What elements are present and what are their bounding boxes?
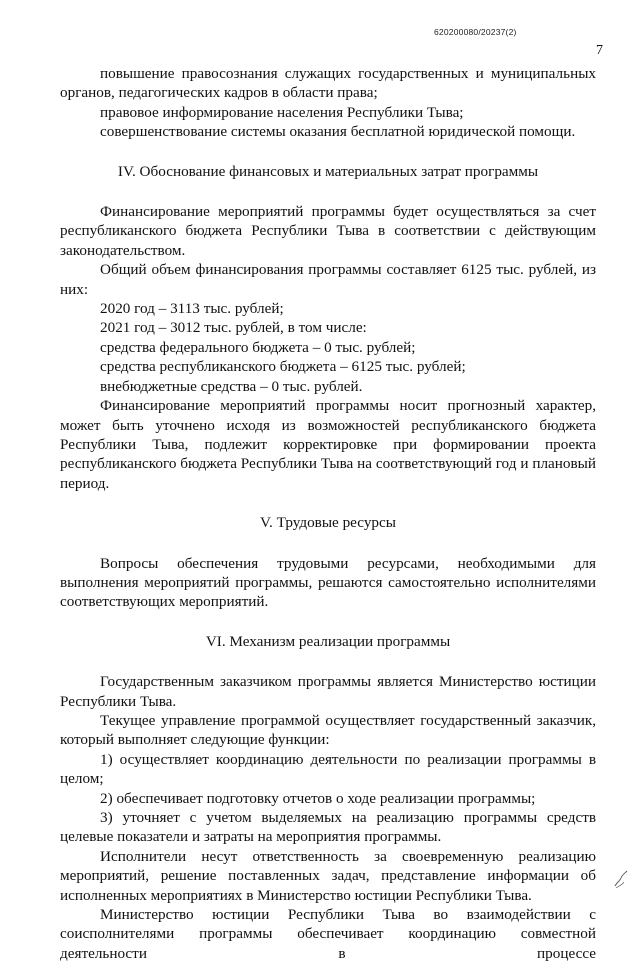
section-6-paragraph-4: Министерство юстиции Республики Тыва во взаимодействии с соисполнителями программы обеспечивает координацию совместной деятельности в процессе [60,906,596,962]
funding-item-2021: 2021 год – 3012 тыс. рублей, в том числе: [100,319,367,337]
section-6-title: VI. Механизм реализации программы [205,632,451,650]
function-item-1: 1) осуществляет координацию деятельности по реализации программы в целом; [60,750,596,788]
section-4-paragraph-2: Общий объем финансирования программы составляет 6125 тыс. рублей, из них: [60,261,596,298]
funding-item-republican: средства республиканского бюджета – 6125 тыс. рублей; [100,358,466,376]
section-5-title: V. Трудовые ресурсы [260,514,396,532]
funding-item-extrabudgetary: внебюджетные средства – 0 тыс. рублей. [100,377,363,395]
document-id: 620200080/20237(2) [434,27,517,37]
section-6-paragraph-1: Государственным заказчиком программы является Министерство юстиции Республики Тыва. [60,673,596,710]
section-4-title: IV. Обоснование финансовых и материальных затрат программы [117,162,539,180]
page-number: 7 [596,43,603,58]
section-4-paragraph-3: Финансирование мероприятий программы носит прогнозный характер, может быть уточнено исходя из возможностей республиканского бюджета Республики Тыва, подлежит корректировке при формировании проекта республиканского бюджета Республики Тыва на соответствующий год и плановый период. [60,397,596,492]
function-item-3: 3) уточняет с учетом выделяемых на реализацию программы средств целевые показатели и затраты на мероприятия программы. [60,809,596,846]
section-6-paragraph-2: Текущее управление программой осуществляет государственный заказчик, который выполняет следующие функции: [60,711,596,749]
funding-item-2020: 2020 год – 3113 тыс. рублей; [100,300,284,318]
section-4-paragraph-1: Финансирование мероприятий программы будет осуществляться за счет республиканского бюджета Республики Тыва в соответствии с действующим законодательством. [60,203,596,259]
section-5-paragraph-1: Вопросы обеспечения трудовыми ресурсами, необходимыми для выполнения мероприятий программы, решаются самостоятельно исполнителями соответствующих мероприятий. [60,554,596,611]
page-body [60,64,596,963]
intro-item-2: правовое информирование населения Республики Тыва; [100,103,464,121]
intro-item-1: повышение правосознания служащих государственных и муниципальных органов, педагогических кадров в области права; [60,65,596,102]
function-item-2: 2) обеспечивает подготовку отчетов о ходе реализации программы; [100,789,536,807]
handwritten-mark-icon [612,866,630,890]
section-6-paragraph-3: Исполнители несут ответственность за своевременную реализацию мероприятий, решение поставленных задач, представление информации об исполненных мероприятиях в Министерство юстиции Республики Тыва. [60,847,596,904]
intro-item-3: совершенствование системы оказания бесплатной юридической помощи. [100,123,576,141]
funding-item-federal: средства федерального бюджета – 0 тыс. рублей; [100,338,416,356]
